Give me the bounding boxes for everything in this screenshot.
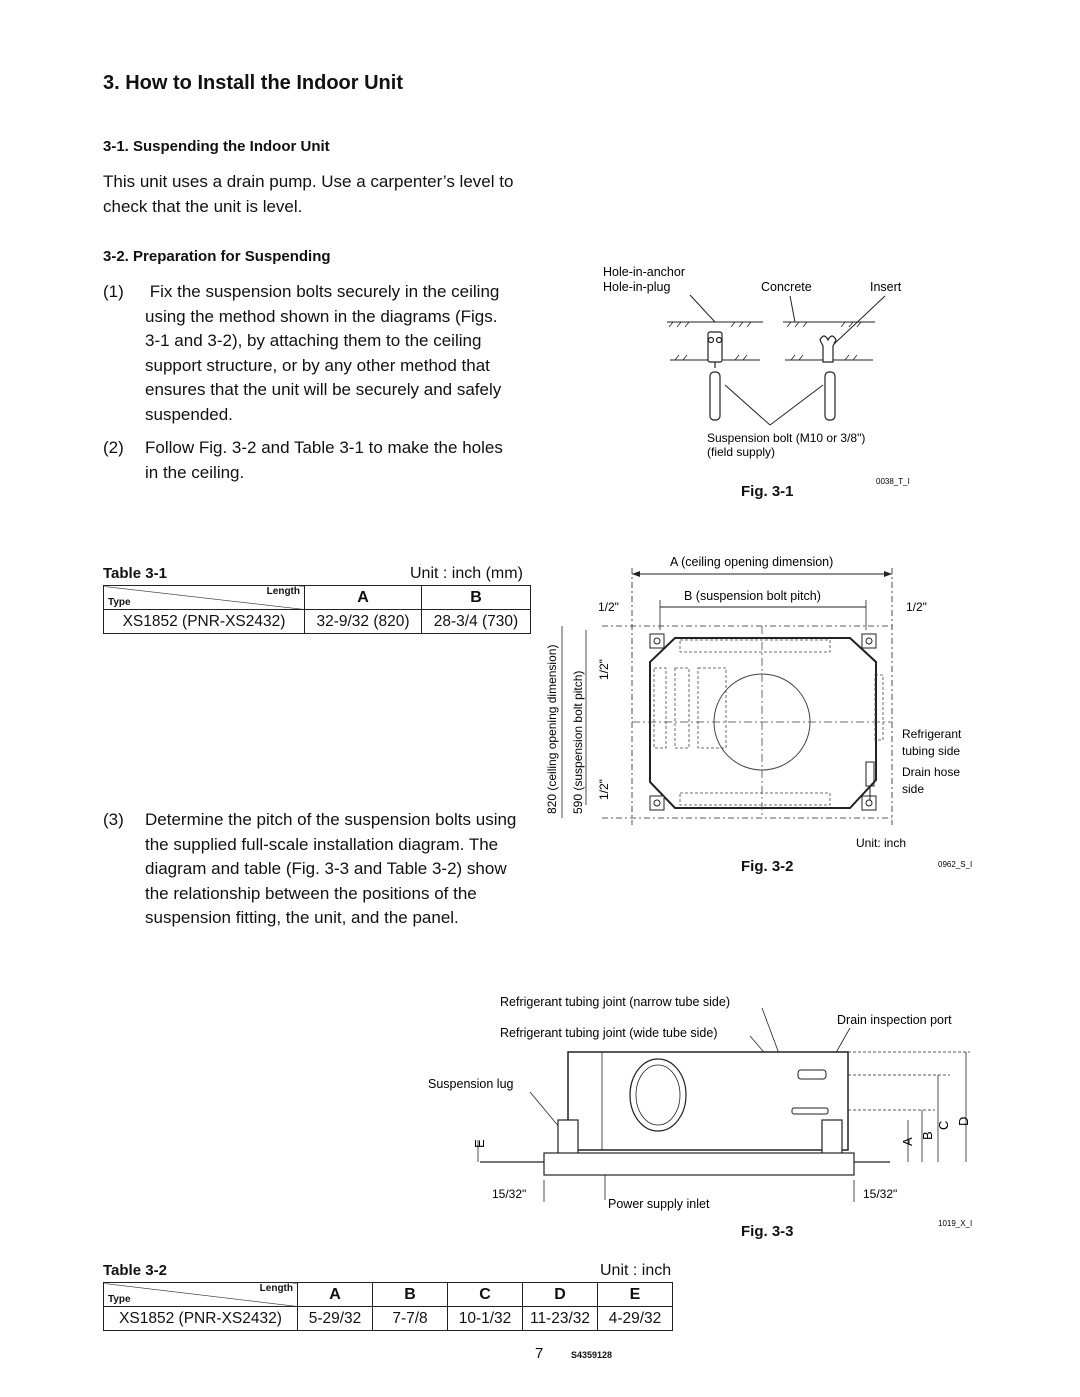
document-code: S4359128 bbox=[571, 1350, 613, 1360]
column-header: D bbox=[523, 1283, 598, 1307]
text-line: diagram and table (Fig. 3-3 and Table 3-2) show bbox=[145, 859, 507, 878]
dim-b-label: B bbox=[920, 1131, 935, 1140]
figure-3-2 bbox=[540, 550, 980, 880]
dim-c-label: C bbox=[936, 1120, 951, 1130]
value-cell: 10-1/32 bbox=[448, 1307, 523, 1331]
table-3-1 bbox=[103, 585, 531, 634]
length-label: Length bbox=[266, 586, 300, 597]
figure-code: 0962_S_I bbox=[938, 860, 973, 869]
table-3-2-unit: Unit : inch bbox=[600, 1262, 672, 1279]
step-3-number: (3) bbox=[103, 810, 124, 829]
v820-label: 820 (ceiling opening dimension) bbox=[545, 644, 559, 814]
column-header: B bbox=[422, 586, 531, 610]
subsection-heading-3-2: 3-2. Preparation for Suspending bbox=[103, 248, 331, 265]
internal-components bbox=[654, 640, 883, 805]
unit-body bbox=[568, 1052, 848, 1150]
column-header: C bbox=[448, 1283, 523, 1307]
text-line: in the ceiling. bbox=[145, 462, 245, 482]
figure-3-1 bbox=[595, 260, 925, 500]
text-line: the relationship between the positions of the bbox=[145, 883, 477, 903]
half-inch-left-label: 1/2" bbox=[598, 600, 619, 614]
text-line: 3-1 and 3-2), by attaching them to the ceiling bbox=[145, 331, 482, 350]
text-line: suspended. bbox=[145, 404, 233, 424]
half-inch-top-label: 1/2" bbox=[597, 659, 611, 680]
dim-a-label: A bbox=[900, 1137, 915, 1146]
type-label: Type bbox=[108, 1294, 131, 1305]
column-header: A bbox=[305, 586, 422, 610]
value-cell: 5-29/32 bbox=[298, 1307, 373, 1331]
paragraph-3-1 bbox=[103, 170, 513, 219]
concrete-label: Concrete bbox=[761, 280, 812, 294]
table-3-1-title: Table 3-1 bbox=[103, 565, 167, 582]
text-line: Determine the pitch of the suspension bolts using bbox=[145, 810, 517, 829]
value-cell: 7-7/8 bbox=[373, 1307, 448, 1331]
insert-icon bbox=[820, 336, 836, 362]
drain-side-label: side bbox=[902, 782, 925, 796]
insert-label: Insert bbox=[870, 280, 902, 294]
dim-right-label: 15/32" bbox=[863, 1187, 898, 1201]
subsection-heading-3-1: 3-1. Suspending the Indoor Unit bbox=[103, 138, 330, 155]
text-line: This unit uses a drain pump. Use a carpenter’s level to bbox=[103, 172, 514, 191]
type-label: Type bbox=[108, 597, 131, 608]
unit-label: Unit: inch bbox=[856, 836, 907, 850]
text-line: support structure, or by any other method that bbox=[145, 355, 490, 375]
unit-outline bbox=[650, 638, 876, 808]
suspension-lug-label: Suspension lug bbox=[428, 1077, 514, 1091]
drain-hose-label: Drain hose bbox=[902, 765, 961, 779]
figure-3-2-label: Fig. 3-2 bbox=[741, 858, 794, 875]
text-line: Follow Fig. 3-2 and Table 3-1 to make the holes bbox=[145, 438, 503, 457]
step-2-text bbox=[145, 436, 545, 485]
step-1-number: (1) bbox=[103, 282, 124, 301]
type-length-header bbox=[104, 1283, 298, 1307]
model-cell: XS1852 (PNR-XS2432) bbox=[104, 1307, 298, 1331]
table-3-2-title: Table 3-2 bbox=[103, 1262, 167, 1279]
hole-in-anchor-label: Hole-in-anchor bbox=[603, 265, 685, 279]
half-inch-bottom-label: 1/2" bbox=[597, 779, 611, 800]
page-number: 7 bbox=[535, 1345, 544, 1362]
power-inlet-label: Power supply inlet bbox=[608, 1197, 710, 1211]
v590-label: 590 (suspension bolt pitch) bbox=[571, 670, 585, 814]
section-title: 3. How to Install the Indoor Unit bbox=[103, 72, 403, 94]
column-header: A bbox=[298, 1283, 373, 1307]
text-line: suspension fitting, the unit, and the panel. bbox=[145, 908, 459, 927]
value-cell: 32-9/32 (820) bbox=[305, 610, 422, 634]
refrigerant-label: Refrigerant bbox=[902, 727, 962, 741]
column-header: E bbox=[598, 1283, 673, 1307]
half-inch-right-label: 1/2" bbox=[906, 600, 927, 614]
a-dimension-label: A (ceiling opening dimension) bbox=[670, 555, 834, 569]
drain-port-label: Drain inspection port bbox=[837, 1013, 952, 1027]
dim-d-label: D bbox=[956, 1116, 971, 1126]
model-cell: XS1852 (PNR-XS2432) bbox=[104, 610, 305, 634]
text-line: Fix the suspension bolts securely in the ceiling bbox=[145, 282, 500, 301]
table-3-1-unit: Unit : inch (mm) bbox=[410, 565, 523, 582]
suspension-bolt-icon bbox=[710, 372, 835, 420]
length-label: Length bbox=[259, 1283, 293, 1294]
hole-in-anchor-icon bbox=[708, 332, 722, 368]
field-supply-label: (field supply) bbox=[707, 445, 776, 459]
hole-in-plug-label: Hole-in-plug bbox=[603, 280, 671, 294]
figure-3-3 bbox=[420, 990, 980, 1230]
type-length-header bbox=[104, 586, 305, 610]
table-3-2 bbox=[103, 1282, 673, 1331]
figure-3-3-label: Fig. 3-3 bbox=[741, 1223, 794, 1240]
step-2-number: (2) bbox=[103, 438, 124, 457]
dim-e-label: E bbox=[472, 1139, 487, 1148]
suspension-bolt-label: Suspension bolt (M10 or 3/8") bbox=[707, 431, 866, 445]
text-line: check that the unit is level. bbox=[103, 196, 303, 216]
b-dimension-label: B (suspension bolt pitch) bbox=[684, 589, 821, 603]
value-cell: 4-29/32 bbox=[598, 1307, 673, 1331]
wide-tube-label: Refrigerant tubing joint (wide tube side) bbox=[500, 1026, 718, 1040]
refrigerant-tubing-icon bbox=[866, 762, 874, 800]
step-3-text bbox=[145, 808, 545, 931]
text-line: using the method shown in the diagrams (Figs. bbox=[145, 306, 498, 326]
dim-left-label: 15/32" bbox=[492, 1187, 527, 1201]
value-cell: 11-23/32 bbox=[523, 1307, 598, 1331]
column-header: B bbox=[373, 1283, 448, 1307]
figure-code: 1019_X_I bbox=[938, 1219, 973, 1228]
ceiling-lines bbox=[667, 322, 875, 360]
text-line: ensures that the unit will be securely and safely bbox=[145, 380, 502, 399]
narrow-tube-label: Refrigerant tubing joint (narrow tube side) bbox=[500, 995, 730, 1009]
tubing-side-label: tubing side bbox=[902, 744, 961, 758]
figure-code: 0038_T_I bbox=[876, 477, 910, 486]
value-cell: 28-3/4 (730) bbox=[422, 610, 531, 634]
step-1-text bbox=[145, 280, 545, 427]
decoration-panel bbox=[544, 1153, 854, 1175]
figure-3-1-label: Fig. 3-1 bbox=[741, 483, 794, 500]
text-line: the supplied full-scale installation diagram. The bbox=[145, 834, 499, 854]
